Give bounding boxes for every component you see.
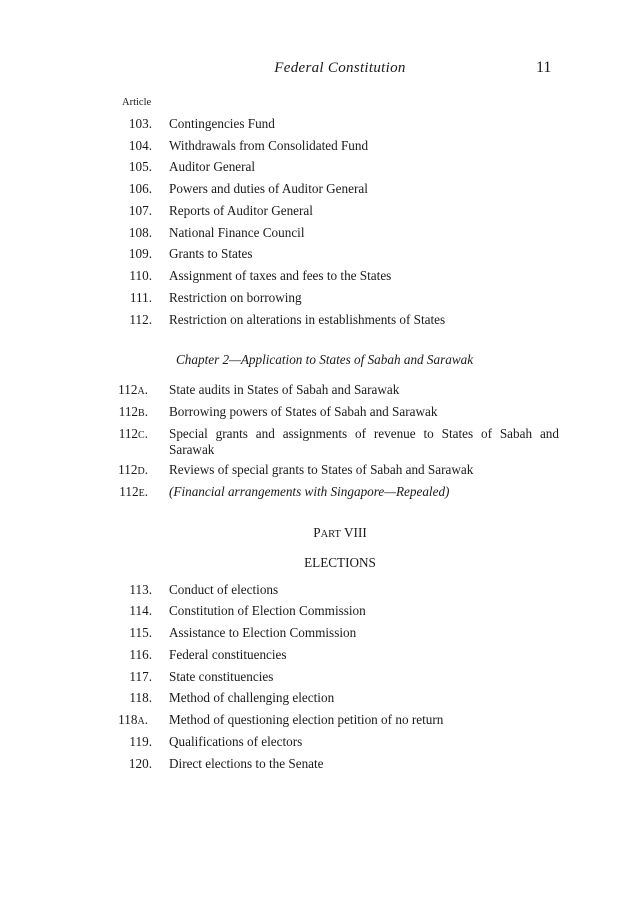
article-title: Restriction on borrowing xyxy=(169,290,302,305)
article-number: 119. xyxy=(129,734,152,749)
article-title: State constituencies xyxy=(169,669,274,684)
article-title: Borrowing powers of States of Sabah and Sarawak xyxy=(169,404,438,419)
article-title: Assistance to Election Commission xyxy=(169,625,357,640)
article-title: Restriction on alterations in establishments of States xyxy=(169,312,446,327)
article-title: Withdrawals from Consolidated Fund xyxy=(169,138,369,153)
article-number: 111. xyxy=(129,290,152,305)
chapter-heading: Chapter 2—Application to States of Sabah and Sarawak xyxy=(176,352,474,367)
article-number: 112C. xyxy=(118,426,148,441)
running-title: Federal Constitution xyxy=(274,60,406,76)
article-title: Federal constituencies xyxy=(169,647,287,662)
article-title: Method of questioning election petition of no return xyxy=(169,712,444,727)
article-number: 116. xyxy=(129,647,152,662)
article-number: 118A. xyxy=(118,712,148,727)
article-title: Auditor General xyxy=(169,159,256,174)
article-title: Qualifications of electors xyxy=(169,734,303,749)
article-number: 120. xyxy=(128,756,152,771)
article-title: Assignment of taxes and fees to the States xyxy=(169,268,392,283)
article-title: National Finance Council xyxy=(169,225,305,240)
article-column-label: Article xyxy=(122,97,152,108)
article-number: 103. xyxy=(128,116,152,131)
article-number: 110. xyxy=(129,268,152,283)
article-number: 109. xyxy=(128,246,152,261)
article-title: Constitution of Election Commission xyxy=(169,603,366,618)
article-title: State audits in States of Sabah and Sarawak xyxy=(169,382,400,397)
article-title: (Financial arrangements with Singapore—Repealed) xyxy=(169,484,450,499)
article-number: 114. xyxy=(129,603,152,618)
article-title: Method of challenging election xyxy=(169,690,335,705)
article-title: Conduct of elections xyxy=(169,582,279,597)
part-label: PART VIII xyxy=(313,525,367,540)
article-number: 113. xyxy=(129,582,152,597)
article-title: Powers and duties of Auditor General xyxy=(169,181,368,196)
article-number: 112. xyxy=(129,312,152,327)
article-number: 118. xyxy=(129,690,152,705)
article-number: 107. xyxy=(128,203,152,218)
article-number: 115. xyxy=(129,625,152,640)
article-title: Reports of Auditor General xyxy=(169,203,313,218)
article-title: Grants to States xyxy=(169,246,253,261)
article-number: 117. xyxy=(129,669,152,684)
article-number: 108. xyxy=(128,225,152,240)
article-number: 112D. xyxy=(118,462,148,477)
article-number: 112A. xyxy=(118,382,148,397)
article-title: Contingencies Fund xyxy=(169,116,275,131)
article-title: Reviews of special grants to States of Sabah and Sarawak xyxy=(169,462,474,477)
article-number: 112E. xyxy=(119,484,148,499)
article-title: Direct elections to the Senate xyxy=(169,756,324,771)
article-number: 112B. xyxy=(118,404,148,419)
article-number: 105. xyxy=(128,159,152,174)
part-heading: ELECTIONS xyxy=(304,555,376,570)
article-title: Special grants and assignments of revenue to States of Sabah and Sarawak xyxy=(169,426,559,457)
article-number: 104. xyxy=(128,138,152,153)
article-number: 106. xyxy=(128,181,152,196)
page-number: 11 xyxy=(536,59,552,76)
